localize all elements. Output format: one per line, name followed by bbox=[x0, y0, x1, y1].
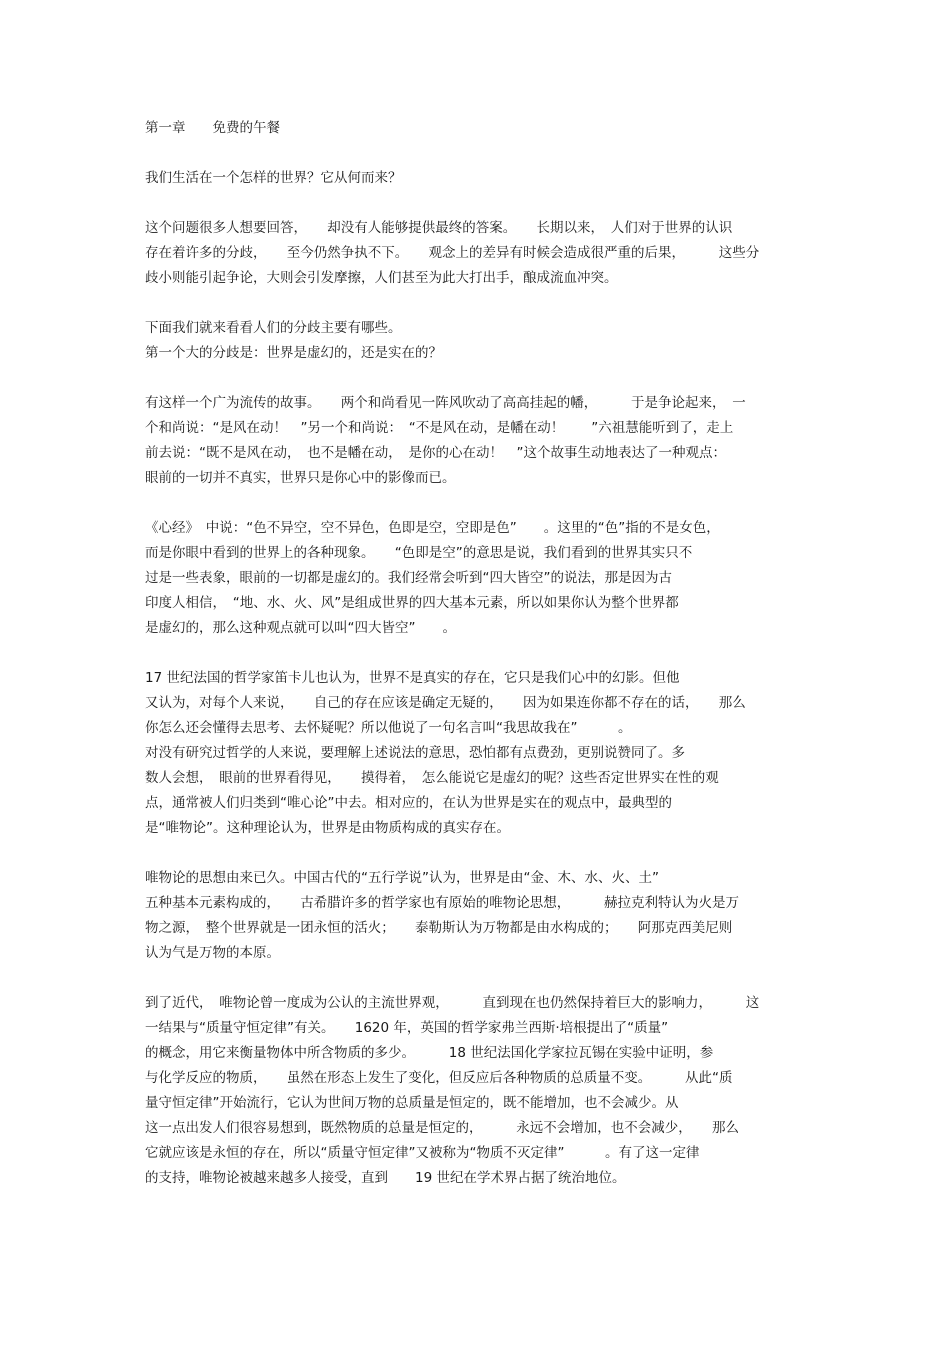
paragraph-5 bbox=[145, 516, 815, 641]
text-line: 唯物论的思想由来已久。中国古代的“五行学说”认为，世界是由“金、木、水、火、土” bbox=[145, 870, 659, 886]
text-line: 又认为，对每个人来说， 自己的存在应该是确定无疑的， 因为如果连你都不存在的话， 那么 bbox=[145, 695, 746, 711]
paragraph-3 bbox=[145, 316, 815, 366]
text-line: 17 世纪法国的哲学家笛卡儿也认为，世界不是真实的存在，它只是我们心中的幻影。但他 bbox=[145, 670, 680, 686]
text-line: 是“唯物论”。这种理论认为，世界是由物质构成的真实存在。 bbox=[145, 820, 510, 836]
text-line: 这个问题很多人想要回答， 却没有人能够提供最终的答案。 长期以来， 人们对于世界的认识 bbox=[145, 220, 733, 236]
text-line: 对没有研究过哲学的人来说，要理解上述说法的意思，恐怕都有点费劲，更别说赞同了。多 bbox=[145, 745, 685, 761]
chapter-title bbox=[145, 116, 815, 141]
text-line: 的概念，用它来衡量物体中所含物质的多少。 18 世纪法国化学家拉瓦锡在实验中证明，参 bbox=[145, 1045, 714, 1061]
text-line: 是虚幻的，那么这种观点就可以叫“四大皆空” 。 bbox=[145, 620, 456, 636]
text-line: 个和尚说：“是风在动！ ”另一个和尚说： “不是风在动，是幡在动！ ”六祖慧能听到了，走上 bbox=[145, 420, 734, 436]
text-line: 数人会想， 眼前的世界看得见， 摸得着， 怎么能说它是虚幻的呢？这些否定世界实在性的观 bbox=[145, 770, 719, 786]
text-line: 的支持，唯物论被越来越多人接受，直到 19 世纪在学术界占据了统治地位。 bbox=[145, 1170, 626, 1186]
paragraph-4 bbox=[145, 391, 815, 491]
paragraph-6 bbox=[145, 666, 815, 841]
text-line: 你怎么还会懂得去思考、去怀疑呢？所以他说了一句名言叫“我思故我在” 。 bbox=[145, 720, 632, 736]
text-line: 与化学反应的物质， 虽然在形态上发生了变化，但反应后各种物质的总质量不变。 从此“质 bbox=[145, 1070, 733, 1086]
chapter-title-text: 第一章 免费的午餐 bbox=[145, 120, 280, 136]
text-line: 有这样一个广为流传的故事。 两个和尚看见一阵风吹动了高高挂起的幡， 于是争论起来， 一 bbox=[145, 395, 746, 411]
text-line: 五种基本元素构成的， 古希腊许多的哲学家也有原始的唯物论思想， 赫拉克利特认为火是万 bbox=[145, 895, 739, 911]
text-line: 前去说：“既不是风在动， 也不是幡在动， 是你的心在动！ ”这个故事生动地表达了一种观点： bbox=[145, 445, 726, 461]
text-line: 歧小则能引起争论，大则会引发摩擦，人们甚至为此大打出手，酿成流血冲突。 bbox=[145, 270, 618, 286]
text-line: 存在着许多的分歧， 至今仍然争执不下。 观念上的差异有时候会造成很严重的后果， 这些分 bbox=[145, 245, 760, 261]
text-line: 物之源， 整个世界就是一团永恒的活火； 泰勒斯认为万物都是由水构成的； 阿那克西美尼则 bbox=[145, 920, 733, 936]
text-line: 《心经》 中说：“色不异空，空不异色，色即是空，空即是色” 。这里的“色”指的不是女色， bbox=[145, 520, 720, 536]
text-line: 认为气是万物的本原。 bbox=[145, 945, 280, 961]
text-line: 印度人相信， “地、水、火、风”是组成世界的四大基本元素，所以如果你认为整个世界都 bbox=[145, 595, 679, 611]
text-line: 这一点出发人们很容易想到，既然物质的总量是恒定的， 永远不会增加，也不会减少， 那么 bbox=[145, 1120, 739, 1136]
paragraph-2 bbox=[145, 216, 815, 291]
text-line: 过是一些表象，眼前的一切都是虚幻的。我们经常会听到“四大皆空”的说法，那是因为古 bbox=[145, 570, 672, 586]
paragraph-8 bbox=[145, 991, 815, 1191]
text-line: 点，通常被人们归类到“唯心论”中去。相对应的，在认为世界是实在的观点中，最典型的 bbox=[145, 795, 672, 811]
text-line: 眼前的一切并不真实，世界只是你心中的影像而已。 bbox=[145, 470, 456, 486]
text-line: 它就应该是永恒的存在，所以“质量守恒定律”又被称为“物质不灭定律” 。有了这一定律 bbox=[145, 1145, 700, 1161]
text-line: 一结果与“质量守恒定律”有关。 1620 年，英国的哲学家弗兰西斯·培根提出了“质量” bbox=[145, 1020, 669, 1036]
text-line: 到了近代， 唯物论曾一度成为公认的主流世界观， 直到现在也仍然保持着巨大的影响力， 这 bbox=[145, 995, 760, 1011]
text-line: 量守恒定律”开始流行，它认为世间万物的总质量是恒定的，既不能增加，也不会减少。从 bbox=[145, 1095, 679, 1111]
text-line: 第一个大的分歧是：世界是虚幻的，还是实在的？ bbox=[145, 345, 442, 361]
text-line: 而是你眼中看到的世界上的各种现象。 “色即是空”的意思是说，我们看到的世界其实只不 bbox=[145, 545, 693, 561]
text-line: 下面我们就来看看人们的分歧主要有哪些。 bbox=[145, 320, 402, 336]
paragraph-7 bbox=[145, 866, 815, 966]
paragraph-1 bbox=[145, 166, 815, 191]
text-line: 我们生活在一个怎样的世界？它从何而来？ bbox=[145, 170, 402, 186]
